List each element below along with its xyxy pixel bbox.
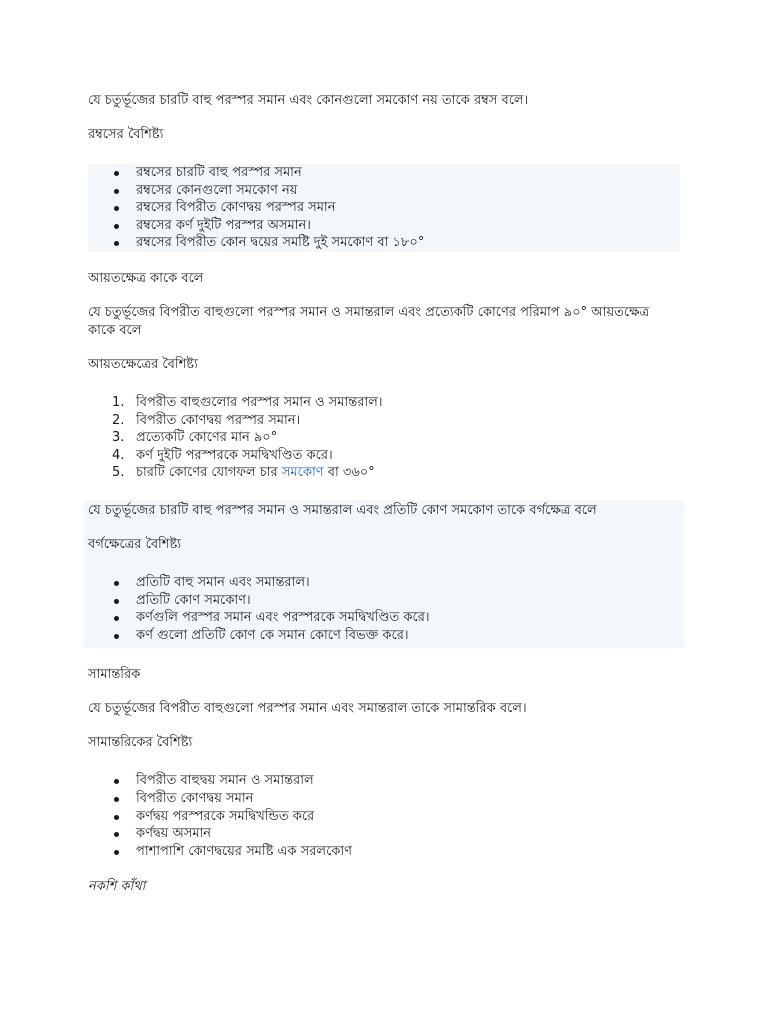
rectangle-features-list <box>88 394 680 482</box>
list-item <box>88 808 680 826</box>
list-item-text: বিপরীত কোণদ্বয় পরস্পর সমান। <box>136 412 301 428</box>
list-item <box>88 447 680 465</box>
rhombus-features-heading: রম্বসের বৈশিষ্ট্য <box>88 127 164 142</box>
list-item-text: পাশাপাশি কোণদ্বয়ের সমষ্টি এক সরলকোণ <box>136 843 353 859</box>
list-item <box>88 772 680 790</box>
list-item <box>88 825 680 843</box>
list-item-text: রম্বসের বিপরীত কোণদ্বয় পরস্পর সমান <box>136 200 336 216</box>
list-item-text: বিপরীত বাহুগুলোর পরস্পর সমান ও সমান্তরাল। <box>136 394 383 410</box>
list-item <box>88 574 684 592</box>
list-number: 3. <box>112 430 125 446</box>
list-item-text: রম্বসের কর্ণ দুইটি পরস্পর অসমান। <box>136 217 311 233</box>
square-section <box>84 500 684 648</box>
list-item <box>88 217 680 235</box>
list-item-text: প্রতিটি বাহু সমান এবং সমান্তরাল। <box>136 574 310 590</box>
list-item-text: বিপরীত বাহুদ্বয় সমান ও সমান্তরাল <box>136 773 314 789</box>
list-item-text: কর্ণদ্বয় পরস্পরকে সমদ্বিখন্ডিত করে <box>136 808 315 824</box>
parallelogram-definition: যে চতুর্ভূজের বিপরীত বাহুগুলো পরস্পর সমান এবং সমান্তরাল তাকে সামান্তরিক বলে। <box>88 701 527 717</box>
list-number: 5. <box>112 465 125 481</box>
list-item-text: কর্ণ দুইটি পরস্পরকে সমদ্বিখণ্ডিত করে। <box>136 447 333 463</box>
list-item-text: প্রত্যেকটি কোণের মান ৯০° <box>136 430 278 446</box>
square-features-list <box>88 574 684 648</box>
list-item <box>88 429 680 447</box>
list-item <box>88 843 680 861</box>
list-item <box>88 394 680 412</box>
signature: নকশি কাঁথা <box>88 879 146 895</box>
parallelogram-features-heading: সামান্তরিকের বৈশিষ্ট্য <box>88 735 193 751</box>
list-item-text: বা ৩৬০° <box>323 465 375 481</box>
list-item-text: বিপরীত কোণদ্বয় সমান <box>136 790 254 806</box>
list-number: 4. <box>112 447 125 463</box>
list-item <box>88 790 680 808</box>
list-item-text: কর্ণ গুলো প্রতিটি কোণ কে সমান কোণে বিভক্ত করে। <box>136 627 409 643</box>
samakon-link[interactable]: সমকোণ <box>281 465 324 481</box>
list-item-text: প্রতিটি কোণ সমকোণ। <box>136 592 251 608</box>
square-features-heading: বর্গক্ষেত্রের বৈশিষ্ট্য <box>88 536 182 552</box>
list-item <box>88 182 680 200</box>
list-item <box>88 199 680 217</box>
document-page <box>88 92 680 896</box>
rectangle-heading: আয়তক্ষেত্র কাকে বলে <box>88 270 204 286</box>
list-item <box>88 412 680 430</box>
rhombus-definition: যে চতুর্ভূজের চারটি বাহু পরস্পর সমান এবং কোনগুলো সমকোণ নয় তাকে রম্বস বলে। <box>88 93 529 108</box>
rectangle-features-heading: আয়তক্ষেত্রের বৈশিষ্ট্য <box>88 356 198 372</box>
list-item-text: কর্ণদ্বয় অসমান <box>136 826 212 842</box>
list-item <box>88 609 684 627</box>
list-item-text: রম্বসের কোনগুলো সমকোণ নয় <box>136 182 298 198</box>
rhombus-features-list <box>88 164 680 252</box>
list-item-text: রম্বসের বিপরীত কোন দ্বয়ের সমষ্টি দুই সমকোণ বা ১৮০° <box>136 235 425 251</box>
list-number: 2. <box>112 412 125 428</box>
parallelogram-heading: সামান্তরিক <box>88 667 141 683</box>
list-item <box>88 234 680 252</box>
list-item <box>88 592 684 610</box>
list-number: 1. <box>112 394 125 410</box>
list-item <box>88 627 684 645</box>
list-item-text: কর্ণগুলি পরস্পর সমান এবং পরস্পরকে সমদ্বিখণ্ডিত করে। <box>136 610 430 626</box>
parallelogram-features-list <box>88 772 680 860</box>
square-definition: যে চতুর্ভূজের চারটি বাহু পরস্পর সমান ও সমান্তরাল এবং প্রতিটি কোণ সমকোণ তাকে বর্গক্ষেত্র বলে <box>88 502 597 518</box>
rectangle-definition: যে চতুর্ভূজের বিপরীত বাহুগুলো পরস্পর সমান ও সমান্তরাল এবং প্রত্যেকটি কোণের পরিমাপ ৯০° আয়তক্ষেত্র কাকে বলে <box>88 304 650 338</box>
list-item <box>88 164 680 182</box>
list-item-text: রম্বসের চারটি বাহু পরস্পর সমান <box>136 165 302 180</box>
list-item-text: চারটি কোণের যোগফল চার <box>136 465 282 481</box>
list-item <box>88 464 680 482</box>
